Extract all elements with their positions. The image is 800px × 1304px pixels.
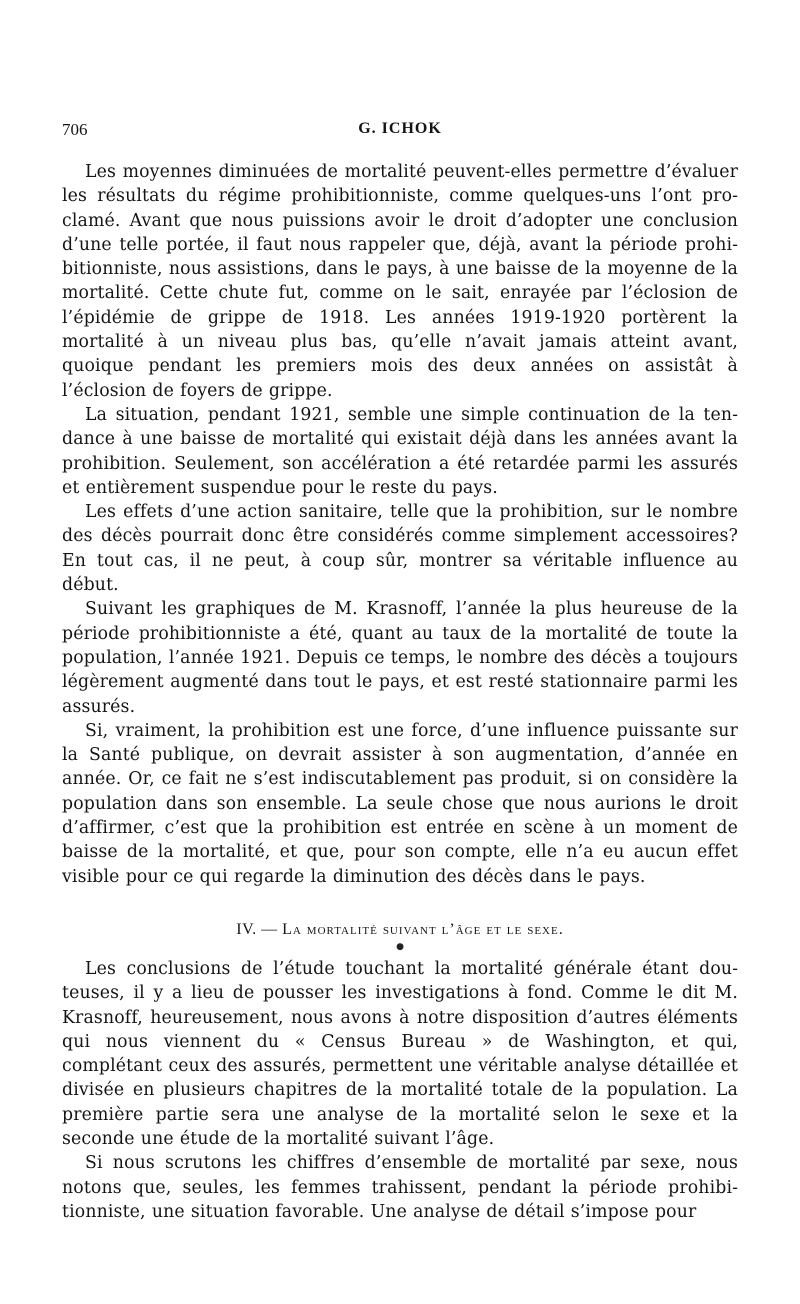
book-page (62, 120, 738, 1224)
paragraph-2: La situation, pendant 1921, semble une simple continuation de la tendance à une baisse de mortalité qui existait déjà dans les années avant la prohibition. Seulement, son accélération a été retardée parmi les assurés et entièrement suspendue pour le reste du pays. (62, 404, 738, 498)
section-paragraph-2: Si nous scrutons les chiffres d’ensemble de mortalité par sexe, nous notons que, seules, les femmes trahissent, pendant la période prohibitionniste, une situation favorable. Une analyse de détail s’impose pour (62, 1153, 738, 1222)
page-number: 706 (62, 120, 88, 139)
section-dash: — (261, 920, 278, 938)
section-number: IV. (236, 920, 257, 938)
section-heading (62, 919, 738, 941)
running-head (62, 120, 738, 146)
section-title: La mortalité suivant l’âge et le sexe. (282, 920, 564, 938)
paragraph-4: Suivant les graphiques de M. Krasnoff, l’année la plus heureuse de la période prohibitionniste a été, quant au taux de la mortalité de toute la population, l’année 1921. Depuis ce temps, le nombre des décès a toujours légèrement augmenté dans tout le pays, et est resté stationnaire parmi les assurés. (62, 599, 738, 717)
heading-dot-mark: ● (396, 941, 404, 952)
paragraph-5: Si, vraiment, la prohibition est une force, d’une influence puissante sur la Santé publique, on devrait assister à son augmentation, d’année en année. Or, ce fait ne s’est indiscutablement pas produit, si on considère la population dans son ensemble. La seule chose que nous aurions le droit d’affirmer, c’est que la prohibition est entrée en scène à un moment de baisse de la mortalité, et que, pour son compte, elle n’a eu aucun effet visible pour ce qui regarde la diminution des décès dans le pays. (62, 720, 738, 887)
paragraph-3: Les effets d’une action sanitaire, telle que la prohibition, sur le nombre des décès pourrait donc être considérés comme simplement accessoires? En tout cas, il ne peut, à coup sûr, montrer sa véritable influence au début. (62, 502, 738, 596)
running-head-author: G. ICHOK (358, 120, 442, 137)
section-paragraph-1: Les conclusions de l’étude touchant la mortalité générale étant douteuses, il y a lieu de pousser les investigations à fond. Comme le dit M. Krasnoff, heureusement, nous avons à notre disposition d’autres éléments qui nous viennent du « Census Bureau » de Washington, et qui, complétant ceux des assurés, permettent une véritable analyse détaillée et divisée en plusieurs chapitres de la mortalité totale de la population. La première partie sera une analyse de la mortalité selon le sexe et la seconde une étude de la mortalité suivant l’âge. (62, 958, 738, 1149)
paragraph-1: Les moyennes diminuées de mortalité peuvent-elles permettre d’évaluer les résultats du régime prohibitionniste, comme quelques-uns l’ont proclamé. Avant que nous puissions avoir le droit d’adopter une conclusion d’une telle portée, il faut nous rappeler que, déjà, avant la période prohibitionniste, nous assistions, dans le pays, à une baisse de la moyenne de la mortalité. Cette chute fut, comme on le sait, enrayée par l’éclosion de l’épidémie de grippe de 1918. Les années 1919-1920 portèrent la mortalité à un niveau plus bas, qu’elle n’avait jamais atteint avant, quoique pendant les premiers mois des deux années on assistât à l’éclosion de foyers de grippe. (62, 162, 738, 401)
